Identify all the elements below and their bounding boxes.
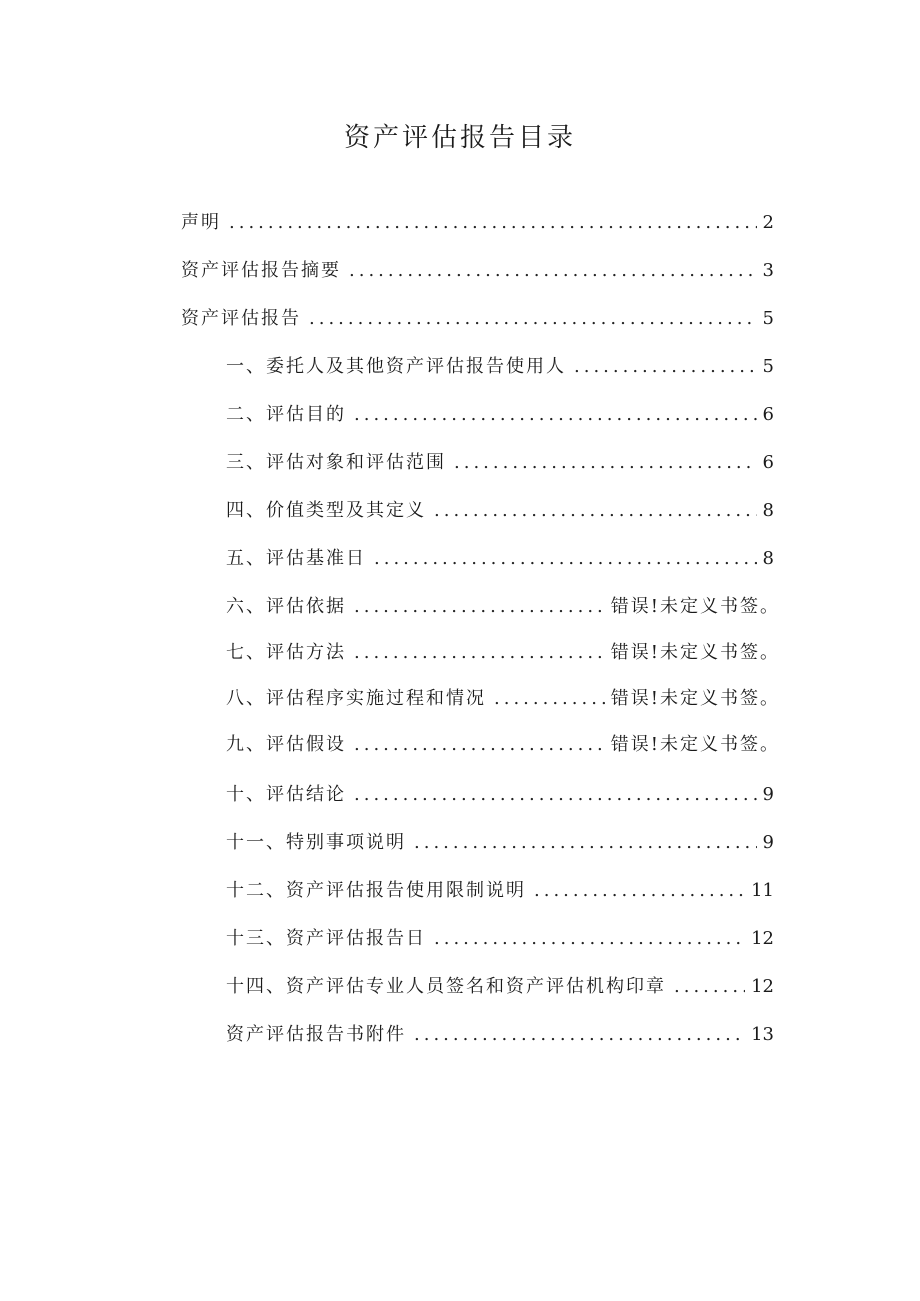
toc-entry-label: 三、评估对象和评估范围 [226, 452, 446, 473]
toc-entry-page: 错误!未定义书签。 [610, 734, 780, 755]
toc-entry-page: 8 [762, 500, 774, 521]
toc-entry-page: 3 [762, 260, 774, 281]
toc-dot-leader [309, 304, 757, 334]
toc-entry-page: 5 [762, 308, 774, 329]
toc-entry-page: 8 [762, 548, 774, 569]
toc-entry[interactable] [226, 400, 774, 430]
toc-dot-leader [494, 684, 605, 714]
toc-dot-leader [354, 638, 605, 668]
toc-entry[interactable] [226, 924, 774, 954]
toc-dot-leader [414, 1020, 745, 1050]
toc-entry[interactable] [181, 256, 774, 286]
toc-entry-label: 十三、资产评估报告日 [226, 928, 426, 949]
toc-entry[interactable] [226, 1020, 774, 1050]
toc-dot-leader [534, 876, 745, 906]
toc-entry[interactable] [226, 780, 774, 810]
toc-entry[interactable] [226, 828, 774, 858]
toc-dot-leader [574, 352, 757, 382]
toc-entry[interactable] [181, 208, 774, 238]
toc-entry[interactable] [226, 496, 774, 526]
toc-entry-label: 二、评估目的 [226, 404, 346, 425]
toc-dot-leader [354, 400, 757, 430]
toc-dot-leader [349, 256, 757, 286]
toc-dot-leader [434, 924, 745, 954]
toc-entry-page: 13 [751, 1024, 774, 1045]
toc-dot-leader [414, 828, 757, 858]
toc-entry[interactable] [181, 304, 774, 334]
toc-entry-page: 12 [751, 976, 774, 997]
toc-entry-label: 资产评估报告书附件 [226, 1024, 406, 1045]
toc-dot-leader [434, 496, 757, 526]
toc-entry-page: 6 [762, 404, 774, 425]
toc-entry-page: 12 [751, 928, 774, 949]
toc-entry-label: 五、评估基准日 [226, 548, 366, 569]
toc-entry-label: 七、评估方法 [226, 642, 346, 663]
toc-dot-leader [354, 780, 757, 810]
toc-dot-leader [354, 730, 605, 760]
toc-dot-leader [674, 972, 745, 1002]
toc-entry[interactable] [226, 352, 774, 382]
toc-entry[interactable] [226, 448, 774, 478]
toc-entry[interactable] [226, 730, 780, 760]
toc-entry-page: 9 [762, 832, 774, 853]
toc-entry-label: 声明 [181, 212, 221, 233]
toc-entry[interactable] [226, 684, 780, 714]
toc-entry-label: 四、价值类型及其定义 [226, 500, 426, 521]
toc-entry-label: 一、委托人及其他资产评估报告使用人 [226, 356, 566, 377]
toc-dot-leader [374, 544, 757, 574]
toc-entry-label: 十一、特别事项说明 [226, 832, 406, 853]
toc-dot-leader [454, 448, 757, 478]
toc-entry-label: 九、评估假设 [226, 734, 346, 755]
toc-entry-page: 错误!未定义书签。 [610, 596, 780, 617]
page-title: 资产评估报告目录 [343, 123, 576, 153]
toc-entry[interactable] [226, 972, 774, 1002]
toc-entry[interactable] [226, 876, 774, 906]
toc-entry-label: 十四、资产评估专业人员签名和资产评估机构印章 [226, 976, 666, 997]
toc-entry-label: 资产评估报告摘要 [181, 260, 341, 281]
toc-entry-page: 9 [762, 784, 774, 805]
toc-entry-page: 11 [751, 880, 774, 901]
toc-entry[interactable] [226, 638, 780, 668]
toc-entry-page: 5 [762, 356, 774, 377]
toc-entry-label: 六、评估依据 [226, 596, 346, 617]
toc-entry[interactable] [226, 592, 780, 622]
toc-entry-label: 八、评估程序实施过程和情况 [226, 688, 486, 709]
toc-entry-page: 错误!未定义书签。 [610, 642, 780, 663]
toc-entry[interactable] [226, 544, 774, 574]
toc-entry-label: 资产评估报告 [181, 308, 301, 329]
toc-entry-page: 错误!未定义书签。 [610, 688, 780, 709]
toc-dot-leader [229, 208, 757, 238]
toc-entry-page: 2 [762, 212, 774, 233]
toc-entry-page: 6 [762, 452, 774, 473]
toc-entry-label: 十、评估结论 [226, 784, 346, 805]
toc-entry-label: 十二、资产评估报告使用限制说明 [226, 880, 526, 901]
toc-dot-leader [354, 592, 605, 622]
